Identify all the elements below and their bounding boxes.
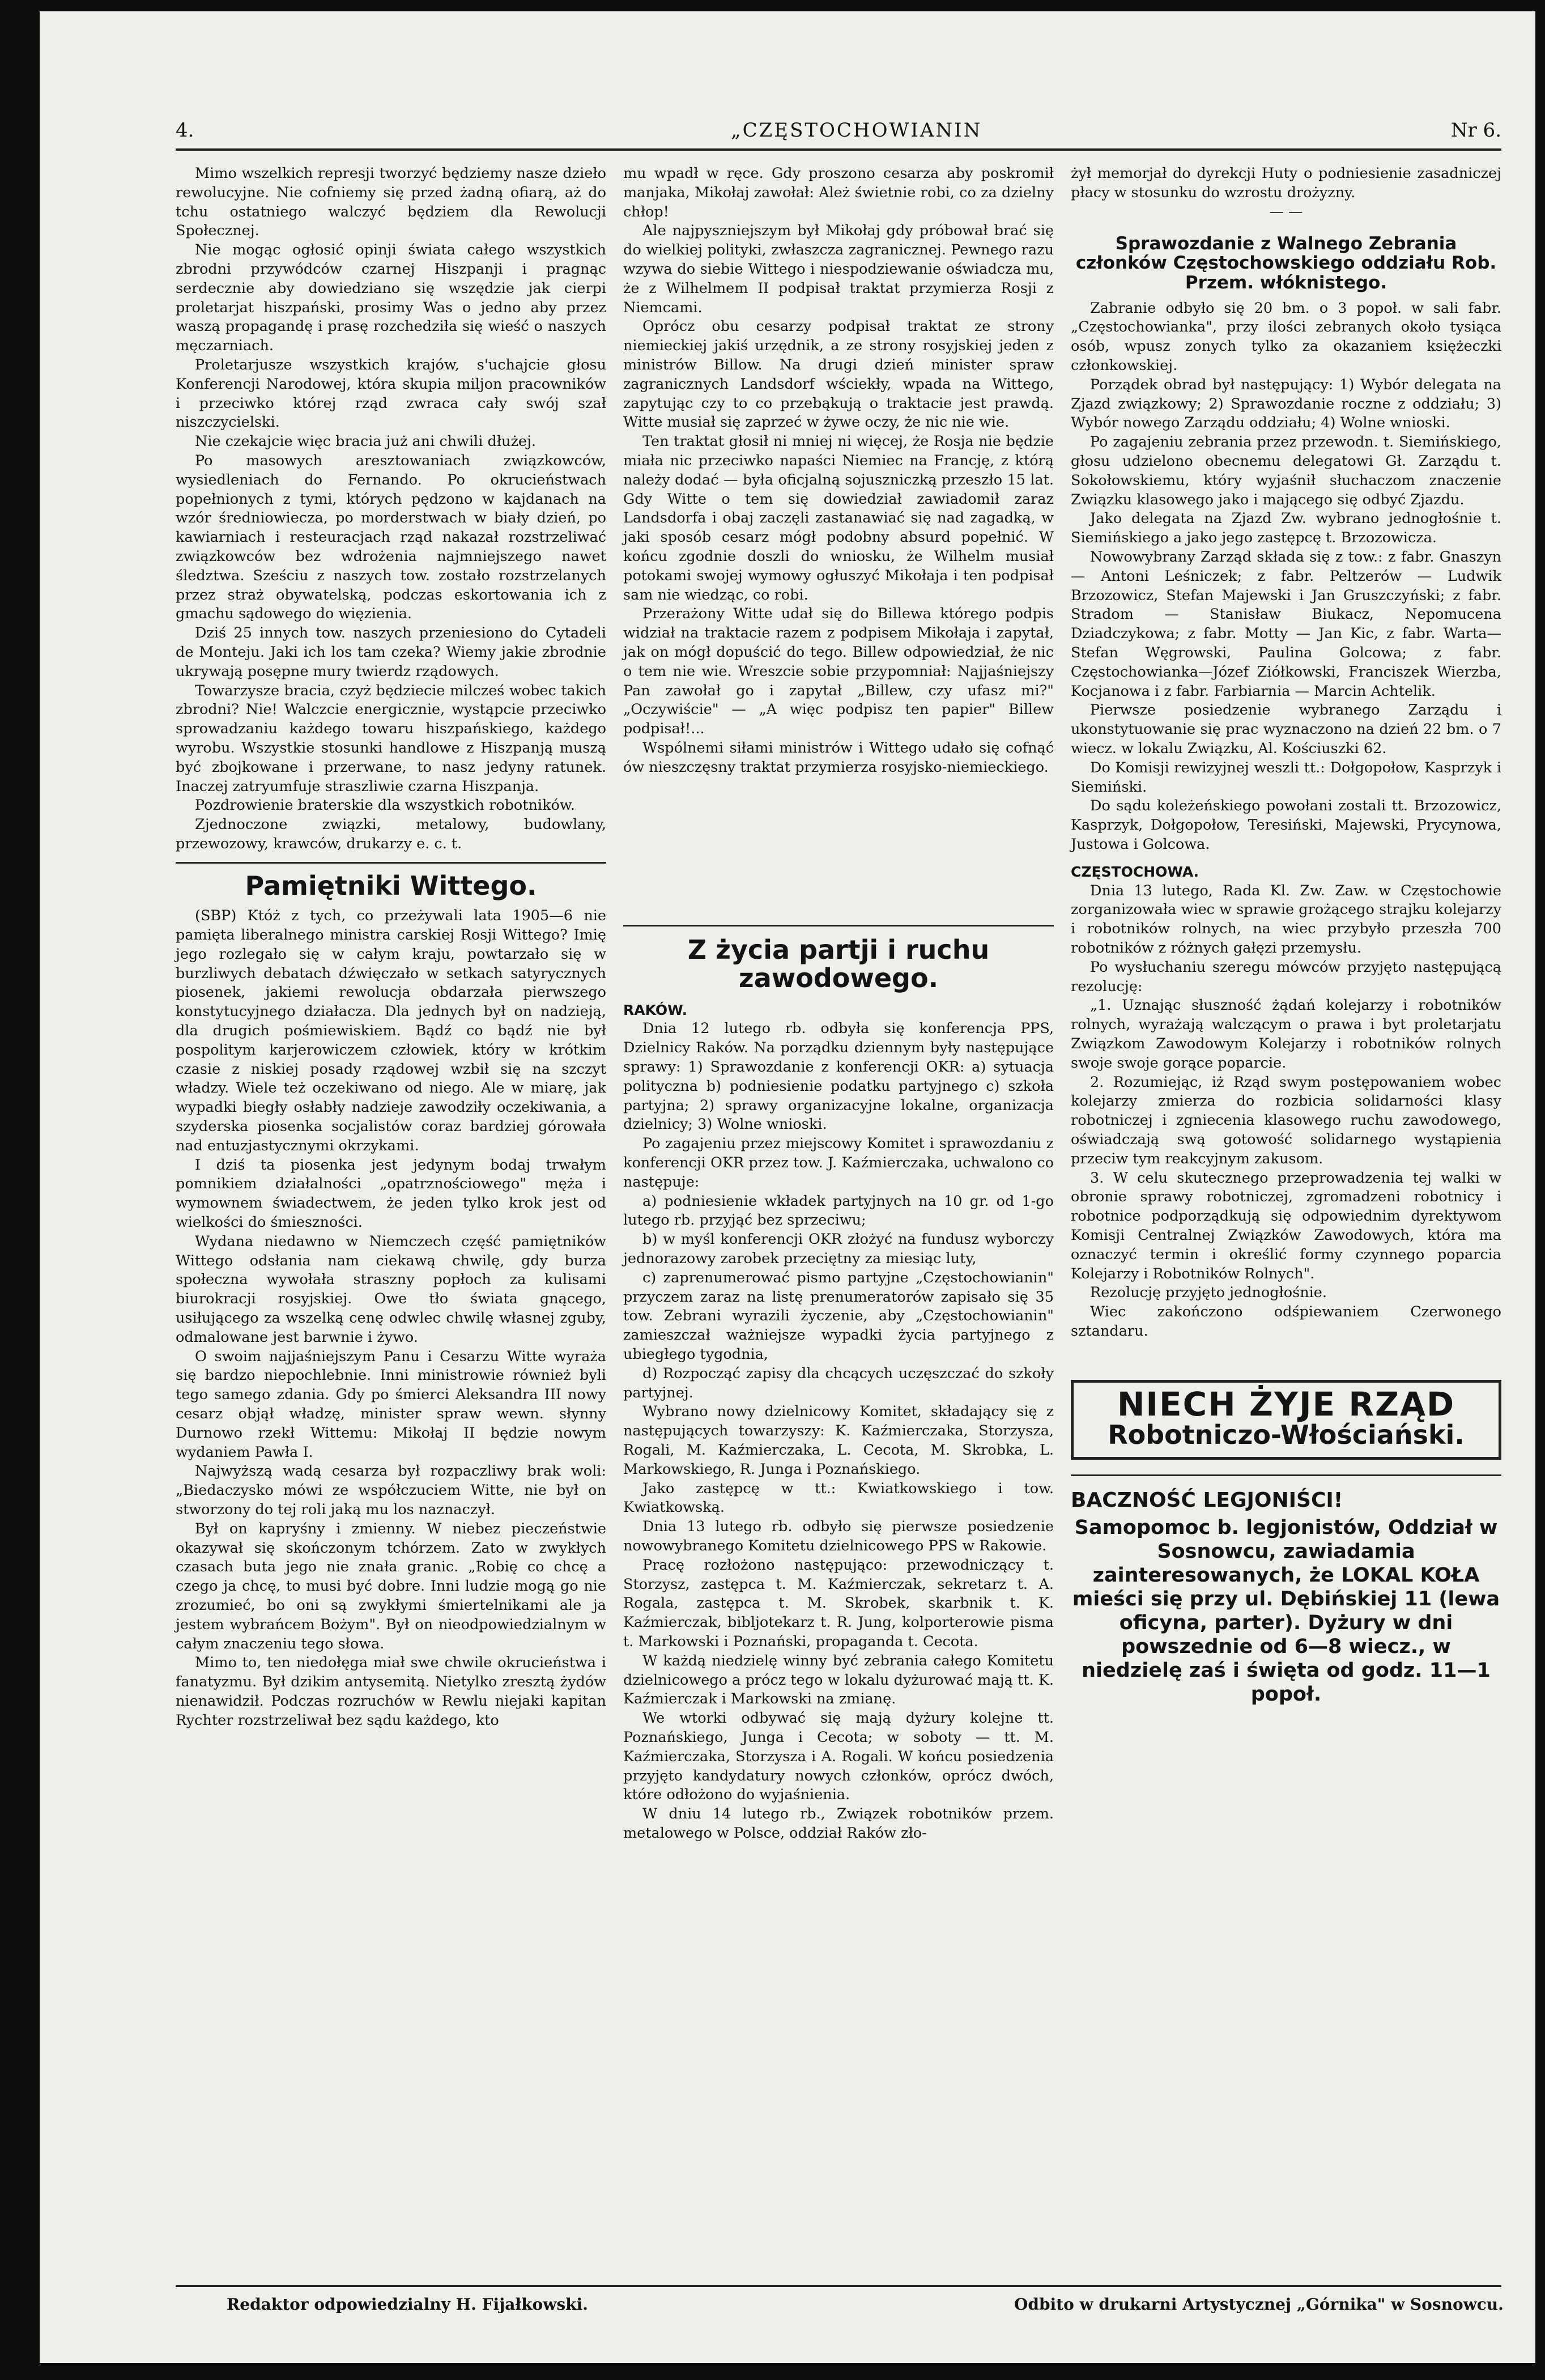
page-header [176,119,1501,147]
paragraph: (SBP) Któż z tych, co przeżywali lata 1905—6 nie pamięta liberalnego ministra carskiej Rosji Wittego? Imię jego rozlegało się w całym kraju, powtarzało się w burzliwych debatach dźwięczało w setkach satyrycznych piosenek, jakiemi rewolucja obdarzała pierwszego konstytucyjnego działacza. Dla jednych był on nadzieją, dla drugich pośmiewiskiem. Bądź co bądź nie był pospolitym karjerowiczem człowiek, który w krótkim czasie z niskiej posady rządowej wzbił się na szczyt władzy. Wiele też oczekiwano od niego. Ale w miarę, jak wypadki biegły osłabły nadzieje zawodziły oczekiwania, a szyderska piosenka socjalistów coraz bardziej górowała nad entuzjastycznymi okrzykami. [176,907,606,1154]
paragraph: Do sądu koleżeńskiego powołani zostali tt. Brzozowicz, Kasprzyk, Dołgopołow, Teresiński, Majewski, Prycynowa, Justowa i Golcowa. [1071,797,1501,853]
newspaper-title: „CZĘSTOCHOWIANIN [731,119,982,142]
paragraph: Wybrano nowy dzielnicowy Komitet, składający się z następujących towarzyszy: K. Kaźmierczaka, Storzysza, Rogali, M. Kaźmierczaka, L. Cecota, M. Skrobka, L. Markowskiego, R. Junga i Poznańskiego. [623,1403,1054,1478]
paragraph: Jako zastępcę w tt.: Kwiatkowskiego i tow. Kwiatkowską. [623,1480,1054,1516]
banner-line-2: Robotniczo-Włościański. [1108,1419,1465,1450]
paragraph: W każdą niedzielę winny być zebrania całego Komitetu dzielnicowego a prócz tego w lokalu dyżurować mają tt. K. Kaźmierczak i Markowski na zmianę. [623,1652,1054,1708]
paragraph: Mimo to, ten niedołęga miał swe chwile okrucieństwa i fanatyzmu. Był dzikim antysemitą. Nietylko zresztą żydów nienawidził. Podczas rozruchów w Rewlu niejaki kapitan Rychter rozstrzeliwał bez sądu każdego, kto [176,1654,606,1729]
paragraph: I dziś ta piosenka jest jedynym bodaj trwałym pomnikiem działalności „opatrznościowego" męża i wymownem świadectwem, że jeden tylko krok jest od wielkości do śmieszności. [176,1156,606,1231]
paragraph: O swoim najjaśniejszym Panu i Cesarzu Witte wyraża się bardzo niepochlebnie. Inni ministrowie również byli tego samego zdania. Gdy po śmierci Aleksandra III nowy cesarz objął władzę, minister spraw wewn. słynny Durnowo rzekł Wittemu: Mikołaj II będzie nowym wydaniem Pawła I. [176,1348,606,1461]
paragraph: Ten traktat głosił ni mniej ni więcej, że Rosja nie będzie miała nic przeciwko napaści Niemiec na Francję, z którą należy dodać — była oficjalną sojuszniczką przeszło 15 lat. Gdy Witte o tem się dowiedział zawiadomił zaraz Landsdorfa i obaj zaczęli zastanawiać się nad zagadką, w jaki sposób cesarz mógł podobny absurd popełnić. W końcu zgodnie doszli do wniosku, że Wilhelm musiał potokami swojej wymowy ogłuszyć Mikołaja i ten podpisał sam nie wiedząc, co robi. [623,433,1054,604]
paragraph: Pozdrowienie braterskie dla wszystkich robotników. [195,797,575,814]
subheading-czestochowa: CZĘSTOCHOWA. [1071,863,1199,880]
paragraph: Jako delegata na Zjazd Zw. wybrano jednogłośnie t. Siemińskiego a jako jego zastępcę t. Brzozowicza. [1071,510,1501,547]
footer-rule [176,2285,1501,2287]
paragraph: Zabranie odbyło się 20 bm. o 3 popoł. w sali fabr. „Częstochowianka", przy ilości zebranych około tysiąca osób, wpusz zonych tylko za okazaniem księżeczki członkowskiej. [1071,299,1501,375]
paragraph: d) Rozpocząć zapisy dla chcących uczęszczać do szkoły partyjnej. [623,1365,1054,1401]
separator: — — [1269,203,1303,220]
paragraph: Po zagajeniu zebrania przez przewodn. t. Siemińskiego, głosu udzielono obecnemu delegatowi Gł. Zarządu t. Sokołowskiemu, który wyjaśnił słuchaczom znaczenie Związku klasowego jako i mającego się odbyć Zjazdu. [1071,434,1501,508]
paragraph: Ale najpyszniejszym był Mikołaj gdy próbował brać się do wielkiej polityki, zwłaszcza zagranicznej. Pewnego razu wzywa do siebie Wittego i niespodziewanie oświadcza mu, że z Wilhelmem II podpisał traktat przymierza Rosji z Niemcami. [623,222,1054,316]
paragraph: 2. Rozumiejąc, iż Rząd swym postępowaniem wobec kolejarzy zmierza do rozbicia solidarności klasy robotniczej i zgniecenia klasowego ruchu zawodowego, oświadczają swą gotowość solidarnego wystąpienia przeciw tym reakcyjnym zakusom. [1071,1073,1501,1167]
paragraph: Mimo wszelkich represji tworzyć będziemy nasze dzieło rewolucyjne. Nie cofniemy się przed żadną ofiarą, aż do tchu ostatniego walczyć będziem dla Rewolucji Społecznej. [176,165,606,240]
paragraph: a) podniesienie wkładek partyjnych na 10 gr. od 1-go lutego rb. przyjąć bez sprzeciwu; [623,1192,1054,1229]
paragraph: Dnia 13 lutego rb. odbyło się pierwsze posiedzenie nowowybranego Komitetu dzielnicowego PPS w Rakowie. [623,1518,1054,1554]
paragraph: Przerażony Witte udał się do Billewa którego podpis widział na traktacie razem z podpisem Mikołaja i zapytał, jak on mógł dopuścić do tego. Billew odpowiedział, że nic o tem nie wie. Wreszcie sobie przypomniał: Najjaśniejszy Pan zawołał go i zapytał „Billew, czy ufasz mi?" „Oczywiście" — „A więc podpisz ten papier" Billew podpisał!... [623,605,1054,738]
paragraph: Nie czekajcie więc bracia już ani chwili dłużej. [195,433,537,450]
paragraph: żył memorjał do dyrekcji Huty o podniesienie zasadniczej płacy w stosunku do wzrostu drożyzny. [1071,165,1501,201]
paragraph: Po zagajeniu przez miejscowy Komitet i sprawozdaniu z konferencji OKR przez tow. J. Kaźmierczaka, uchwalono co następuje: [623,1135,1054,1191]
header-rule [176,148,1501,151]
column-2 [623,164,1054,1843]
paragraph: mu wpadł w ręce. Gdy proszono cesarza aby poskromił manjaka, Mikołaj zawołał: Ależ świetnie robi, co za dzielny chłop! [623,165,1054,220]
paragraph: Po wysłuchaniu szeregu mówców przyjęto następującą rezolucję: [1071,958,1501,995]
editor-credit: Redaktor odpowiedzialny H. Fijałkowski. [227,2295,588,2314]
paragraph: Dnia 13 lutego, Rada Kl. Zw. Zaw. w Częstochowie zorganizowała wiec w sprawie grożącego strajku kolejarzy i robotników rolnych, na wiec przybyło przeszła 700 robotników z różnych gałęzi przemysłu. [1071,882,1501,957]
paragraph: Nie mogąc ogłosić opinji świata całego wszystkich zbrodni przywódców czarnej Hiszpanji i pragnąc serdecznie aby dowiedziano się wszędzie jak cierpi proletarjat hiszpański, prosimy Was o jedno aby przez waszą propagandę i prasę rozchedziła się wieść o naszych męczarniach. [176,241,606,355]
column-1 [176,164,606,1731]
newspaper-scan [40,11,1535,2363]
paragraph: Do Komisji rewizyjnej weszli tt.: Dołgopołow, Kasprzyk i Siemiński. [1071,759,1501,796]
section-rule [1071,1474,1501,1476]
paragraph: Pierwsze posiedzenie wybranego Zarządu i ukonstytuowanie się prac wyznaczono na dzień 22 bm. o 7 wiecz. w lokalu Związku, Al. Kościuszki 62. [1071,702,1501,757]
paragraph: Dziś 25 innych tow. naszych przeniesiono do Cytadeli de Monteju. Jaki ich los tam czeka? Wiemy jakie zbrodnie ukrywają posępne mury twierdz rządowych. [176,624,606,680]
paragraph: 3. W celu skutecznego przeprowadzenia tej walki w obronie sprawy robotniczej, zgromadzeni robotnicy i robotnice podporządkują się odpowiednim dyrektywom Komisji Centralnej Związków Zawodowych, która ma oznaczyć termin i określić formy czynnego poparcia Kolejarzy i Robotników Rolnych". [1071,1169,1501,1282]
paragraph: We wtorki odbywać się mają dyżury kolejne tt. Poznańskiego, Junga i Cecota; w soboty — tt. M. Kaźmierczaka, Storzysza i A. Rogali. W końcu posiedzenia przyjęto kandydatury nowych członków, oprócz dwóch, które odłożono do wyjaśnienia. [623,1710,1054,1804]
section-rule [623,925,1054,926]
legionnaires-notice [1071,1491,1501,1706]
page-number: 4. [176,119,194,142]
article-heading-report: Sprawozdanie z Walnego Zebrania członków Częstochowskiego oddziału Rob. Przem. włóknistego. [1075,233,1497,293]
paragraph: Wspólnemi siłami ministrów i Wittego udało się cofnąć ów nieszczęsny traktat przymierza rosyjsko-niemieckiego. [623,739,1054,776]
paragraph: b) w myśl konferencji OKR złożyć na fundusz wyborczy jednorazowy zarobek przeciętny za miesiąc luty, [623,1231,1054,1268]
column-3 [1071,164,1501,1706]
paragraph: Towarzysze bracia, czyż będziecie milcześ wobec takich zbrodni? Nie! Walczcie energicznie, wystąpcie przeciwko sprowadzaniu każdego towaru hiszpańskiego, każdego wyrobu. Wszystkie stosunki handlowe z Hiszpanją muszą być zbojkowane i przerwane, to nasz jedyny ratunek. Inaczej zatryumfuje straszliwie czarna Hiszpanja. [176,682,606,795]
paragraph: Był on kapryśny i zmienny. W niebez pieczeństwie okazywał się skończonym tchórzem. Zato w zwykłych czasach buta jego nie znała granic. „Robię co chcę a czego ja chcę, to musi być dobre. Inni ludzie mogą go nie zrozumieć, bo oni są zwykłymi śmiertelnikami ale ja jestem wybrańcem Bożym". Był on nieodpowiedzialnym w całym znaczeniu tego słowa. [176,1520,606,1652]
paragraph: Po masowych aresztowaniach związkowców, wysiedleniach do Fernando. Po okrucieństwach popełnionych z tymi, których pędzono w kajdanach na wzór średniowiecza, po morderstwach w biały dzień, po kawiarniach i resteuracjach rząd nakazał rozstrzeliwać związkowców bez wdrożenia najmniejszego nawet śledztwa. Sześciu z naszych tow. zostało rozstrzelanych przez straż obywatelską, podczas eskortowania ich z gmachu sądowego do więzienia. [176,452,606,623]
paragraph: c) zaprenumerować pismo partyjne „Częstochowianin" przyczem zaraz na listę prenumeratorów zapisało się 35 tow. Zebrani wyrazili życzenie, aby „Częstochowianin" zamieszczał ważniejsze wypadki życia partyjnego z ubiegłego tygodnia, [623,1269,1054,1363]
notice-title: BACZNOŚĆ LEGJONIŚCI! [1071,1489,1343,1512]
article-heading-witte: Pamiętniki Wittego. [245,870,537,901]
paragraph: Rezolucję przyjęto jednogłośnie. [1090,1284,1327,1302]
paragraph: Oprócz obu cesarzy podpisał traktat ze strony niemieckiej jakiś urzędnik, a ze strony rosyjskiej jeden z ministrów Billow. Na drugi dzień minister spraw zagranicznych Landsdorf wściekły, wpada na Wittego, zapytując czy to co przebąkują o traktacie jest prawdą. Witte musiał się zaprzeć w żywe oczy, że nic nie wie. [623,318,1054,431]
paragraph: Wydana niedawno w Niemczech część pamiętników Wittego odsłania nam ciekawą chwilę, gdy burza społeczna wywołała straszny popłoch za kulisami biurokracji rosyjskiej. Owe tło świata gnącego, usiłującego za wszelką cenę odwlec chwilę własnej zguby, odmalowane jest barwnie i żywo. [176,1232,606,1346]
subheading-rakow: RAKÓW. [623,1001,688,1018]
section-rule [176,862,606,864]
paragraph: Zjednoczone związki, metalowy, budowlany, przewozowy, krawców, drukarzy e. c. t. [176,816,606,852]
banner-line-1: NIECH ŻYJE RZĄD [1117,1384,1455,1423]
printer-credit: Odbito w drukarni Artystycznej „Górnika" w Sosnowcu. [1014,2295,1504,2314]
article-heading-party-life: Z życia partji i ruchu zawodowego. [687,934,990,994]
paragraph: „1. Uznając słuszność żądań kolejarzy i robotników rolnych, wyrażają walczącym o prawa i byt proletarjatu Związkom Zawodowym Kolejarzy i robotników rolnych swoje swoje gorące poparcie. [1071,997,1501,1072]
paragraph: W dniu 14 lutego rb., Związek robotników przem. metalowego w Polsce, oddział Raków zło- [623,1805,1054,1842]
paragraph: Wiec zakończono odśpiewaniem Czerwonego sztandaru. [1071,1303,1501,1340]
paragraph: Porządek obrad był następujący: 1) Wybór delegata na Zjazd związkowy; 2) Sprawozdanie roczne z oddziału; 3) Wybór nowego Zarządu oddziału; 4) Wolne wnioski. [1071,376,1501,432]
paragraph: Pracę rozłożono następująco: przewodniczący t. Storzysz, zastępca t. M. Kaźmierczak, sekretarz t. A. Rogala, zastępca t. M. Skrobek, skarbnik t. K. Kaźmierczak, bibljotekarz t. R. Jung, kolporterowie pisma t. Markowski i Poznański, propaganda t. Cecota. [623,1556,1054,1650]
paragraph: Nowowybrany Zarząd składa się z tow.: z fabr. Gnaszyn — Antoni Leśniczek; z fabr. Peltzerów — Ludwik Brzozowicz, Stefan Majewski i Jan Gruszczyński; z fabr. Stradom — Stanisław Biukacz, Nepomucena Dziadczykowa; z fabr. Motty — Jan Kic, z fabr. Warta—Stefan Węgrowski, Paulina Golcowa; z fabr. Częstochowianka—Józef Ziółkowski, Franciszek Wierzba, Kocjanowa i z fabr. Farbiarnia — Marcin Achtelik. [1071,549,1501,700]
paragraph: Proletarjusze wszystkich krajów, s'uchajcie głosu Konferencji Narodowej, która skupia miljon pracowników i przeciwko której rząd zwraca cały swój szał niszczycielski. [176,356,606,431]
issue-number: Nr 6. [1450,119,1501,142]
notice-body: Samopomoc b. legjonistów, Oddział w Sosnowcu, zawiadamia zainteresowanych, że LOKAL KOŁA mieści się przy ul. Dębińskiej 11 (lewa oficyna, parter). Dyżury w dni powszednie od 6—8 wiecz., w niedzielę zaś i święta od godz. 11—1 popoł. [1072,1516,1500,1706]
paragraph: Dnia 12 lutego rb. odbyła się konferencja PPS, Dzielnicy Raków. Na porządku dziennym były następujące sprawy: 1) Sprawozdanie z konferencji OKR: a) sytuacja polityczna b) podniesienie podatku partyjnego c) szkoła partyjna; 2) sprawy organizacyjne lokalne, organizacja dzielnicy; 3) Wolne wnioski. [623,1020,1054,1133]
slogan-banner [1071,1380,1501,1460]
paragraph: Najwyższą wadą cesarza był rozpaczliwy brak woli: „Biedaczysko mówi ze współczuciem Witte, nie był on stworzony do tej roli jaką mu los naznaczył. [176,1463,606,1518]
newspaper-page [130,96,1518,2352]
